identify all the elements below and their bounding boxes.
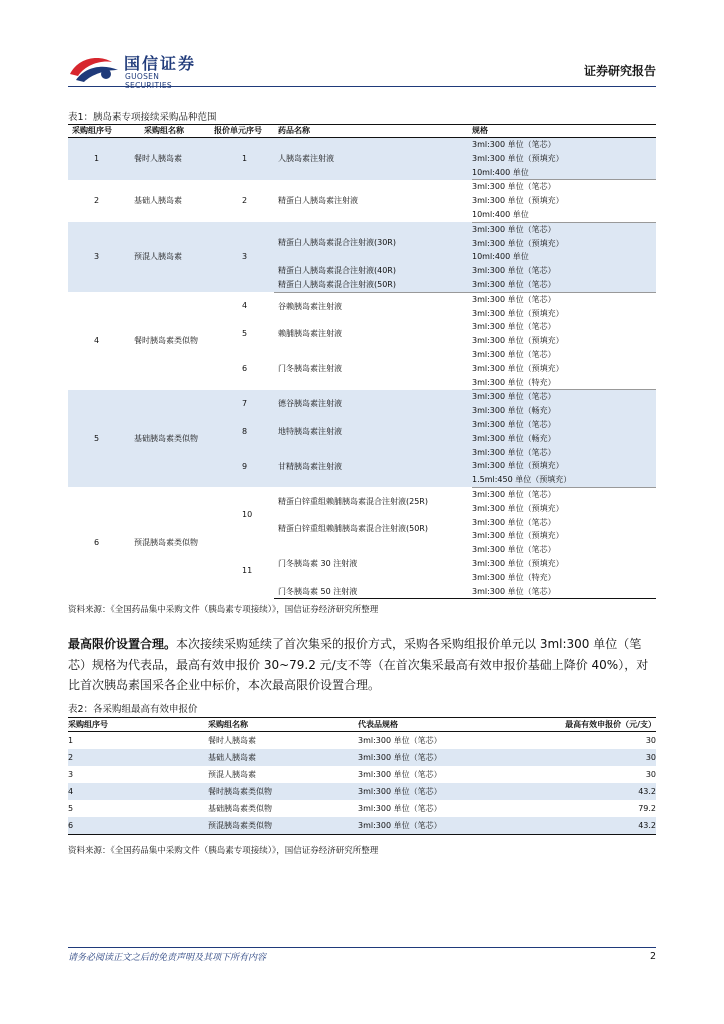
group-name-cell: 基础胰岛素类似物 <box>130 390 214 488</box>
group-name-cell: 预混人胰岛素 <box>130 222 214 292</box>
unit-number-cell: 11 <box>242 566 253 576</box>
spec-cell: 3ml:300 单位（笔芯） <box>358 783 508 800</box>
table1-header-row <box>68 125 656 138</box>
table2-header-cell: 采购组序号 <box>68 718 208 732</box>
table2-row <box>68 766 656 783</box>
spec-cell: 10ml:400 单位 <box>472 208 656 222</box>
unit-number-cell: 5 <box>242 329 248 339</box>
drug-name-cell: 地特胰岛素注射液 <box>274 418 472 446</box>
unit-number-cell: 7 <box>214 390 274 418</box>
group-number-cell: 1 <box>68 736 74 745</box>
group-name-cell: 餐时胰岛素类似物 <box>134 336 198 346</box>
drug-name-cell: 精蛋白人胰岛素混合注射液(40R) <box>274 264 472 278</box>
table1-header-cell: 规格 <box>472 125 656 138</box>
drug-name-cell: 谷赖胰岛素注射液 <box>278 301 342 311</box>
spec-cell: 3ml:300 单位（笔芯） <box>358 770 442 779</box>
group-number-cell: 3 <box>68 770 74 779</box>
table1-header-cell: 采购组序号 <box>68 125 130 138</box>
spec-cell: 1.5ml:450 单位（预填充） <box>472 473 656 487</box>
spec-cell: 3ml:300 单位（特充） <box>472 376 656 390</box>
group-number-cell: 6 <box>94 538 100 548</box>
spec-cell: 3ml:300 单位（笔芯） <box>358 804 442 813</box>
spec-cell: 3ml:300 单位（预填充） <box>472 531 564 541</box>
table1-header-cell: 报价单元序号 <box>214 125 274 138</box>
spec-cell: 3ml:300 单位（笔芯） <box>358 749 508 766</box>
group-name-cell: 餐时人胰岛素 <box>208 736 256 745</box>
spec-cell: 3ml:300 单位（畅充） <box>472 432 656 446</box>
footer-divider <box>68 947 656 948</box>
table1-row <box>68 292 656 306</box>
unit-number-cell: 2 <box>242 196 248 206</box>
group-name-cell: 基础人胰岛素 <box>134 196 182 206</box>
drug-name-cell: 门冬胰岛素 50 注射液 <box>274 585 472 599</box>
table1-source-note: 资料来源：《全国药品集中采购文件（胰岛素专项接续）》，国信证券经济研究所整理 <box>68 605 379 615</box>
page-header <box>68 50 656 86</box>
drug-name-cell: 门冬胰岛素 30 注射液 <box>278 558 358 568</box>
spec-cell: 10ml:400 单位 <box>472 250 656 264</box>
page-number: 2 <box>649 951 656 962</box>
group-name-cell: 预混胰岛素类似物 <box>134 538 198 548</box>
group-number-cell: 2 <box>94 196 100 206</box>
spec-cell: 3ml:300 单位（笔芯） <box>472 294 556 304</box>
spec-cell: 3ml:300 单位（笔芯） <box>472 585 656 599</box>
spec-cell: 3ml:300 单位（笔芯） <box>472 182 556 192</box>
spec-cell: 3ml:300 单位（畅充） <box>472 404 656 418</box>
group-number-cell: 4 <box>94 336 100 346</box>
group-name-cell: 基础人胰岛素 <box>208 749 358 766</box>
unit-number-cell: 8 <box>214 418 274 446</box>
table2-max-bid-prices <box>68 717 656 835</box>
drug-name-cell: 精蛋白人胰岛素混合注射液(30R) <box>274 222 472 264</box>
spec-cell: 10ml:400 单位 <box>472 166 656 180</box>
table1-row <box>68 222 656 236</box>
table2-row <box>68 749 656 766</box>
spec-cell: 3ml:300 单位（特充） <box>472 572 556 582</box>
spec-cell: 3ml:300 单位（笔芯） <box>472 446 656 460</box>
table2-row <box>68 800 656 817</box>
footer-disclaimer: 请务必阅读正文之后的免责声明及其项下所有内容 <box>68 953 267 963</box>
table2-header-cell: 最高有效申报价（元/支） <box>508 718 656 732</box>
table2-source-note: 资料来源：《全国药品集中采购文件（胰岛素专项接续）》，国信证券经济研究所整理 <box>68 846 379 856</box>
paragraph-heading: 最高限价设置合理。 <box>68 637 177 651</box>
group-name-cell: 预混胰岛素类似物 <box>208 817 358 835</box>
group-name-cell: 基础胰岛素类似物 <box>208 804 272 813</box>
drug-name-cell: 门冬胰岛素注射液 <box>278 364 342 373</box>
max-price-cell: 30 <box>508 749 656 766</box>
table1-procurement-scope <box>68 124 656 599</box>
table2-row <box>68 783 656 800</box>
body-paragraph <box>68 634 656 696</box>
drug-name-cell: 赖脯胰岛素注射液 <box>278 329 342 339</box>
table2-header-cell: 采购组名称 <box>208 718 358 732</box>
table2-row <box>68 817 656 835</box>
drug-name-cell: 精蛋白锌重组赖脯胰岛素混合注射液(25R) <box>278 496 428 506</box>
table1-header-cell: 采购组名称 <box>130 125 214 138</box>
max-price-cell: 43.2 <box>508 783 656 800</box>
group-number-cell: 5 <box>68 390 130 488</box>
max-price-cell: 30 <box>645 770 656 779</box>
drug-name-cell: 甘精胰岛素注射液 <box>274 446 472 488</box>
unit-number-cell: 6 <box>242 364 248 373</box>
table2-header-cell: 代表品规格 <box>358 718 508 732</box>
table1-row <box>68 390 656 404</box>
drug-name-cell: 精蛋白人胰岛素混合注射液(50R) <box>274 278 472 292</box>
max-price-cell: 30 <box>645 736 656 745</box>
table2-header-row <box>68 718 656 732</box>
logo-english-name: GUOSEN <box>125 72 160 81</box>
group-number-cell: 4 <box>68 783 208 800</box>
spec-cell: 3ml:300 单位（笔芯） <box>358 736 442 745</box>
header-divider <box>68 86 656 87</box>
guosen-logo <box>68 50 208 86</box>
unit-number-cell: 3 <box>214 222 274 292</box>
spec-cell: 3ml:300 单位（笔芯） <box>472 489 556 499</box>
spec-cell: 3ml:300 单位（笔芯） <box>472 222 656 236</box>
logo-chinese-name: 国信证券 <box>124 54 197 73</box>
unit-number-cell: 10 <box>242 510 253 520</box>
drug-name-cell: 精蛋白锌重组赖脯胰岛素混合注射液(50R) <box>278 524 428 534</box>
spec-cell: 3ml:300 单位（笔芯） <box>472 349 556 359</box>
spec-cell: 3ml:300 单位（预填充） <box>472 308 564 318</box>
unit-number-cell: 4 <box>242 301 248 311</box>
report-type-label: 证券研究报告 <box>583 64 656 78</box>
table1-row <box>68 487 656 501</box>
spec-cell: 3ml:300 单位（笔芯） <box>358 817 508 835</box>
spec-cell: 3ml:300 单位（笔芯） <box>472 264 656 278</box>
table2-row <box>68 732 656 750</box>
group-number-cell: 2 <box>68 749 208 766</box>
spec-cell: 3ml:300 单位（预填充） <box>472 363 564 373</box>
group-number-cell: 3 <box>68 222 130 292</box>
spec-cell: 3ml:300 单位（预填充） <box>472 237 656 251</box>
group-name-cell: 预混人胰岛素 <box>208 770 256 779</box>
paragraph-text: 本次接续采购延续了首次集采的报价方式，采购各采购组报价单元以 3ml:300 单位（笔芯）规格为代表品，最高有效申报价 30~79.2 元/支不等（在首次集采最高有效申报价基础上降价 40%），对比首次胰岛素国采各企业中标价，本次最高限价设置合理。 <box>68 637 649 692</box>
spec-cell: 3ml:300 单位（笔芯） <box>472 138 656 152</box>
spec-cell: 3ml:300 单位（预填充） <box>472 459 656 473</box>
spec-cell: 3ml:300 单位（笔芯） <box>472 322 556 332</box>
table1-caption: 表1：胰岛素专项接续采购品种范围 <box>68 112 217 123</box>
group-number-cell: 1 <box>68 138 130 180</box>
group-number-cell: 5 <box>68 804 74 813</box>
guosen-logo-mark-icon <box>68 52 120 84</box>
unit-number-cell: 9 <box>214 446 274 488</box>
unit-number-cell: 1 <box>214 138 274 180</box>
spec-cell: 3ml:300 单位（预填充） <box>472 503 564 513</box>
drug-name-cell: 人胰岛素注射液 <box>274 138 472 180</box>
spec-cell: 3ml:300 单位（预填充） <box>472 152 656 166</box>
spec-cell: 3ml:300 单位（预填充） <box>472 196 564 206</box>
spec-cell: 3ml:300 单位（笔芯） <box>472 517 556 527</box>
drug-name-cell: 精蛋白人胰岛素注射液 <box>278 196 358 206</box>
group-number-cell: 6 <box>68 817 208 835</box>
spec-cell: 3ml:300 单位（笔芯） <box>472 418 656 432</box>
max-price-cell: 79.2 <box>638 804 656 813</box>
table1-row <box>68 138 656 152</box>
max-price-cell: 43.2 <box>508 817 656 835</box>
group-name-cell: 餐时胰岛素类似物 <box>208 783 358 800</box>
group-name-cell: 餐时人胰岛素 <box>130 138 214 180</box>
table1-header-cell: 药品名称 <box>274 125 472 138</box>
spec-cell: 3ml:300 单位（预填充） <box>472 336 564 346</box>
drug-name-cell: 德谷胰岛素注射液 <box>274 390 472 418</box>
spec-cell: 3ml:300 单位（预填充） <box>472 558 564 568</box>
table1-row <box>68 180 656 194</box>
table2-caption: 表2：各采购组最高有效申报价 <box>68 704 198 715</box>
spec-cell: 3ml:300 单位（笔芯） <box>472 278 656 292</box>
spec-cell: 3ml:300 单位（笔芯） <box>472 390 656 404</box>
spec-cell: 3ml:300 单位（笔芯） <box>472 545 556 555</box>
